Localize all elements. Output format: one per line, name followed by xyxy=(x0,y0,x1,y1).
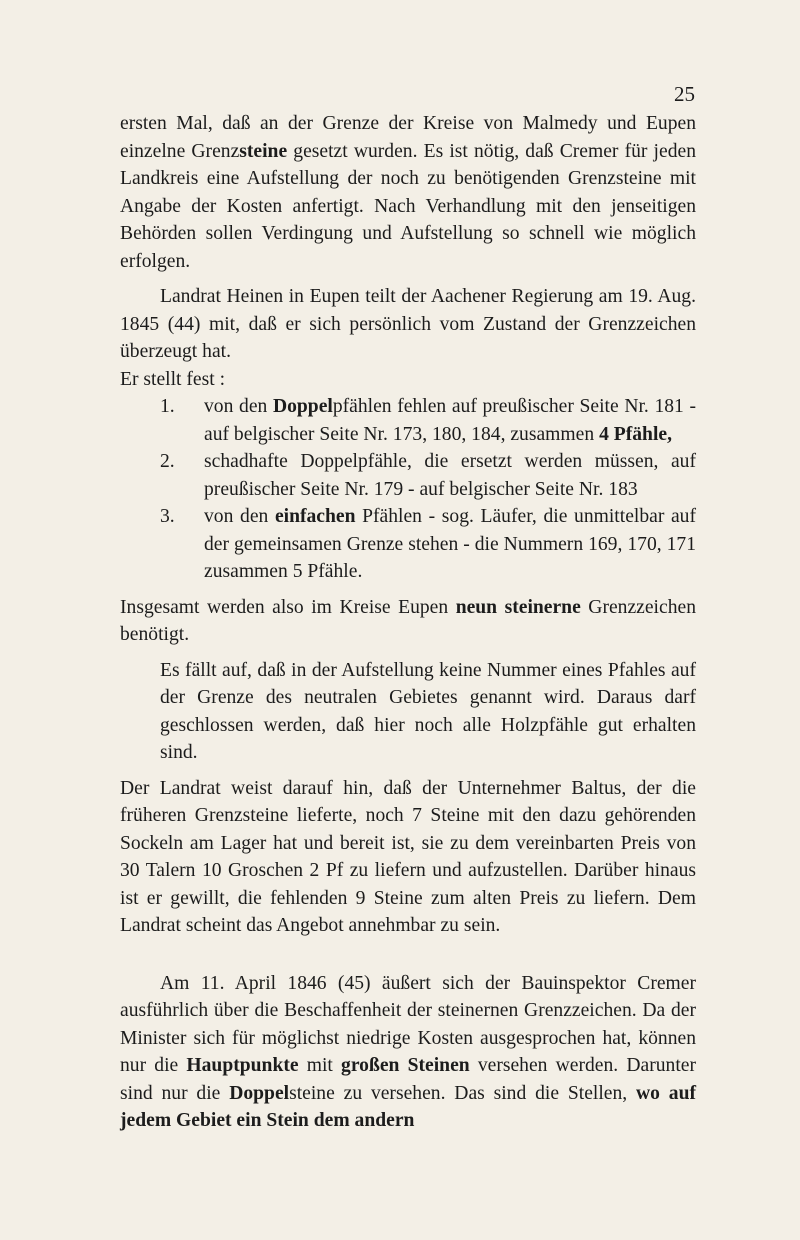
paragraph: Er stellt fest : xyxy=(120,368,226,390)
paragraph xyxy=(120,970,696,1135)
text-run: Pfählen - sog. Läufer, die unmittelbar auf der gemeinsamen Grenze stehen - die Nummern 169, 170, 171 zusammen 5 Pfähle. xyxy=(204,506,697,582)
text-run: steine zu versehen. Das sind die Stellen, xyxy=(289,1082,636,1104)
list-item xyxy=(120,448,696,503)
text-run: versehen werden. Darunter sind nur die xyxy=(120,1055,696,1104)
text-run: gesetzt wurden. Es ist nötig, daß Cremer für jeden Landkreis eine Aufstellung der noch zu benötigenden Grenzsteine mit Angabe der Kosten anfertigt. Nach Verhandlung mit den jenseitigen Behörden sollen Verdingung und Aufstellung so schnell wie möglich erfolgen. xyxy=(120,140,696,272)
page-number: 25 xyxy=(674,82,695,106)
numbered-list xyxy=(120,393,696,586)
text-run: von den xyxy=(204,506,275,527)
text-run: Grenzzeichen benötigt. xyxy=(120,596,696,645)
paragraph: Der Landrat weist darauf hin, daß der Unternehmer Baltus, der die früheren Grenzsteine lieferte, noch 7 Steine mit den dazu gehörenden Sockeln am Lager hat und bereit ist, sie zu dem vereinbarten Preis von 30 Talern 10 Groschen 2 Pf zu liefern und aufzustellen. Darüber hinaus ist er gewillt, die fehlenden 9 Steine zum alten Preis zu liefern. Dem Landrat scheint das Angebot annehmbar zu sein. xyxy=(120,777,696,936)
text-run: von den xyxy=(204,396,273,417)
list-number: 3. xyxy=(160,506,175,527)
paragraph xyxy=(120,594,696,649)
bold-run: einfachen xyxy=(274,506,356,527)
text-run: ersten Mal, daß an der Grenze der Kreise von Malmedy und Eupen einzelne Grenz xyxy=(120,113,696,162)
bold-run: großen Steinen xyxy=(341,1055,470,1076)
bold-run: Hauptpunkte xyxy=(186,1055,299,1076)
paragraph xyxy=(120,110,696,275)
bold-run: 4 Pfähle, xyxy=(599,423,672,445)
bold-run: wo auf jedem Gebiet ein Stein dem andern xyxy=(120,1082,696,1131)
bold-run: Doppel xyxy=(272,396,333,417)
body-text xyxy=(120,110,696,1135)
bold-run: steine xyxy=(239,140,288,162)
bold-run: neun steinerne xyxy=(455,596,581,618)
bold-run: Doppel xyxy=(229,1082,290,1104)
text-run: mit xyxy=(298,1055,342,1076)
text-run: schadhafte Doppelpfähle, die ersetzt werden müssen, auf preußischer Seite Nr. 179 - auf belgischer Seite Nr. 183 xyxy=(204,451,696,500)
list-number: 2. xyxy=(160,451,175,472)
paragraph: Es fällt auf, daß in der Aufstellung keine Nummer eines Pfahles auf der Grenze des neutralen Gebietes genannt wird. Daraus darf geschlossen werden, daß hier noch alle Holzpfähle gut erhalten sind. xyxy=(160,659,696,763)
paragraph: Landrat Heinen in Eupen teilt der Aachener Regierung am 19. Aug. 1845 (44) mit, daß er sich persönlich vom Zustand der Grenzzeichen überzeugt hat. xyxy=(120,286,696,362)
text-run: Am 11. April 1846 (45) äußert sich der Bauinspektor Cremer ausführlich über die Beschaffenheit der steinernen Grenzzeichen. Da der Minister sich für möglichst niedrige Kosten ausgesprochen hat, können nur die xyxy=(120,972,696,1076)
text-run: pfählen fehlen auf preußischer Seite Nr. 181 - auf belgischer Seite Nr. 173, 180, 184, zusammen xyxy=(204,396,696,445)
text-run: Insgesamt werden also im Kreise Eupen xyxy=(120,596,456,618)
list-number: 1. xyxy=(160,396,175,417)
list-item xyxy=(120,393,696,448)
list-item xyxy=(120,503,696,586)
